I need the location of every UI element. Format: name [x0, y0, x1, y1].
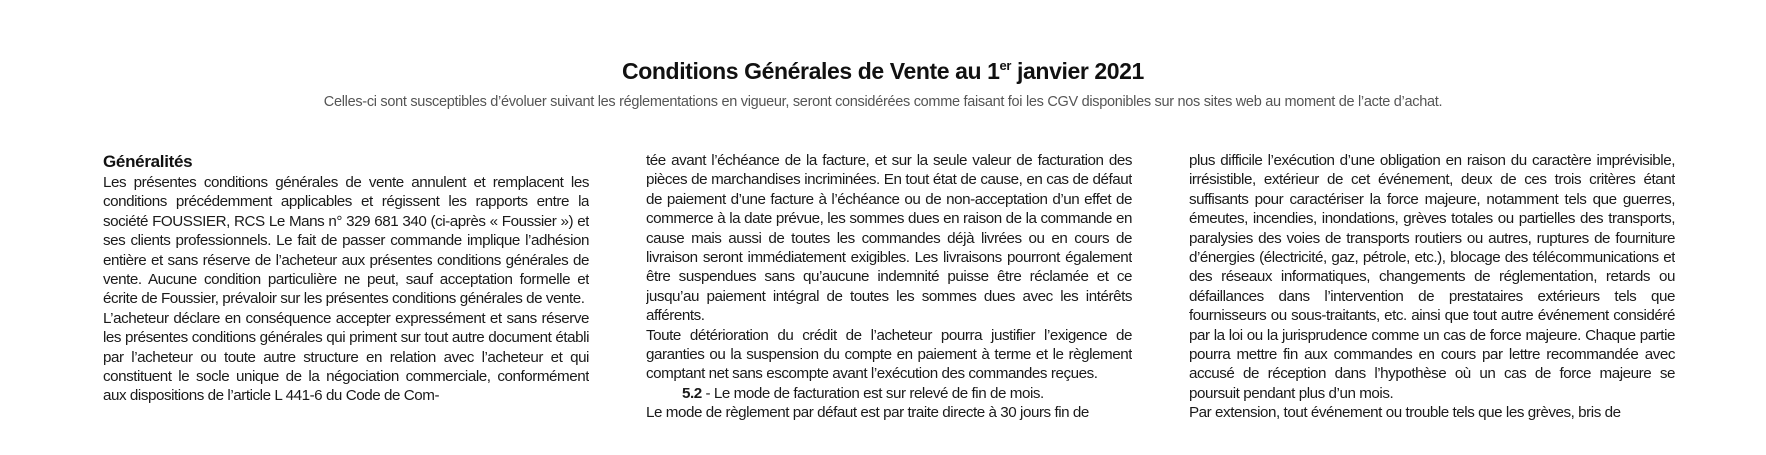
section-heading-generalites: Généralités [103, 152, 193, 171]
paragraph: Le mode de règlement par défaut est par traite directe à 30 jours fin de [646, 404, 1089, 422]
text-columns [103, 151, 1683, 455]
title-rest: janvier 2021 [1011, 58, 1144, 84]
title-main: Conditions Générales de Vente au 1 [622, 58, 1000, 84]
document-header [0, 56, 1766, 112]
column-3 [1189, 151, 1675, 455]
paragraph: L’acheteur déclare en conséquence accepter expressément et sans réserve les présentes conditions générales qui priment sur tout autre document établi par l’acheteur ou toute autre structure en relation avec l’acheteur et qui constituent le socle unique de la négociation commerciale, conformément aux dispositions de l’article L 441-6 du Code de Com- [103, 309, 589, 405]
clause-text: - Le mode de facturation est sur relevé de fin de mois. [701, 384, 1044, 402]
clause-number: 5.2 [682, 384, 702, 402]
document-title [0, 56, 1766, 86]
title-superscript: er [999, 58, 1012, 73]
document-subtitle: Celles-ci sont susceptibles d’évoluer suivant les réglementations en vigueur, seront considérées comme faisant foi les CGV disponibles sur nos sites web au moment de l’acte d’achat. [323, 94, 1443, 110]
column-2 [646, 151, 1132, 455]
paragraph: Toute détérioration du crédit de l’acheteur pourra justifier l’exigence de garanties ou la suspension du compte en paiement à terme et le règlement comptant net sans escompte avant l’exécution des commandes reçues. [646, 326, 1132, 383]
paragraph: Par extension, tout événement ou trouble tels que les grèves, bris de [1189, 404, 1621, 422]
paragraph: tée avant l’échéance de la facture, et sur la seule valeur de facturation des pièces de marchandises incriminées. En tout état de cause, en cas de défaut de paiement d’une facture à l’échéance ou de non-acceptation d’un effet de commerce à la date prévue, les sommes dues en raison de la commande en cause mais aussi de toutes les commandes déjà livrées ou en cours de livraison seront immédiatement exigibles. Les livraisons pourront également être suspendues sans qu’aucune indemnité puisse être réclamée et ce jusqu’au paiement intégral de toutes les sommes dues avec les intérêts afférents. [646, 152, 1132, 325]
paragraph: plus difficile l’exécution d’une obligation en raison du caractère imprévisible, irrésistible, extérieur de cet événement, deux de ces trois critères étant suffisants pour caractériser la force majeure, notamment tels que guerres, émeutes, incendies, inondations, grèves totales ou partielles des transports, paralysies des voies de transports routiers ou autres, ruptures de fourniture d’énergies (électricité, gaz, pétrole, etc.), blocage des télécommunications et des réseaux informatiques, changements de réglementation, retards ou défaillances dans l’intervention de prestataires extérieurs tels que fournisseurs ou sous-traitants, etc. ainsi que tout autre événement considéré par la loi ou la jurisprudence comme un cas de force majeure. Chaque partie pourra mettre fin aux commandes en cours par lettre recommandée avec accusé de réception dans l’hypothèse où un cas de force majeure se poursuit pendant plus d’un mois. [1189, 152, 1675, 402]
paragraph: Les présentes conditions générales de vente annulent et remplacent les conditions précédemment applicables et régissent les rapports entre la société FOUSSIER, RCS Le Mans n° 329 681 340 (ci-après « Foussier ») et ses clients professionnels. Le fait de passer commande implique l’adhésion entière et sans réserve de l’acheteur aux présentes conditions générales de vente. Aucune condition particulière ne peut, sauf acceptation formelle et écrite de Foussier, prévaloir sur les présentes conditions générales de vente. [103, 174, 589, 308]
column-1 [103, 151, 589, 455]
clause-5-2 [646, 384, 1132, 403]
